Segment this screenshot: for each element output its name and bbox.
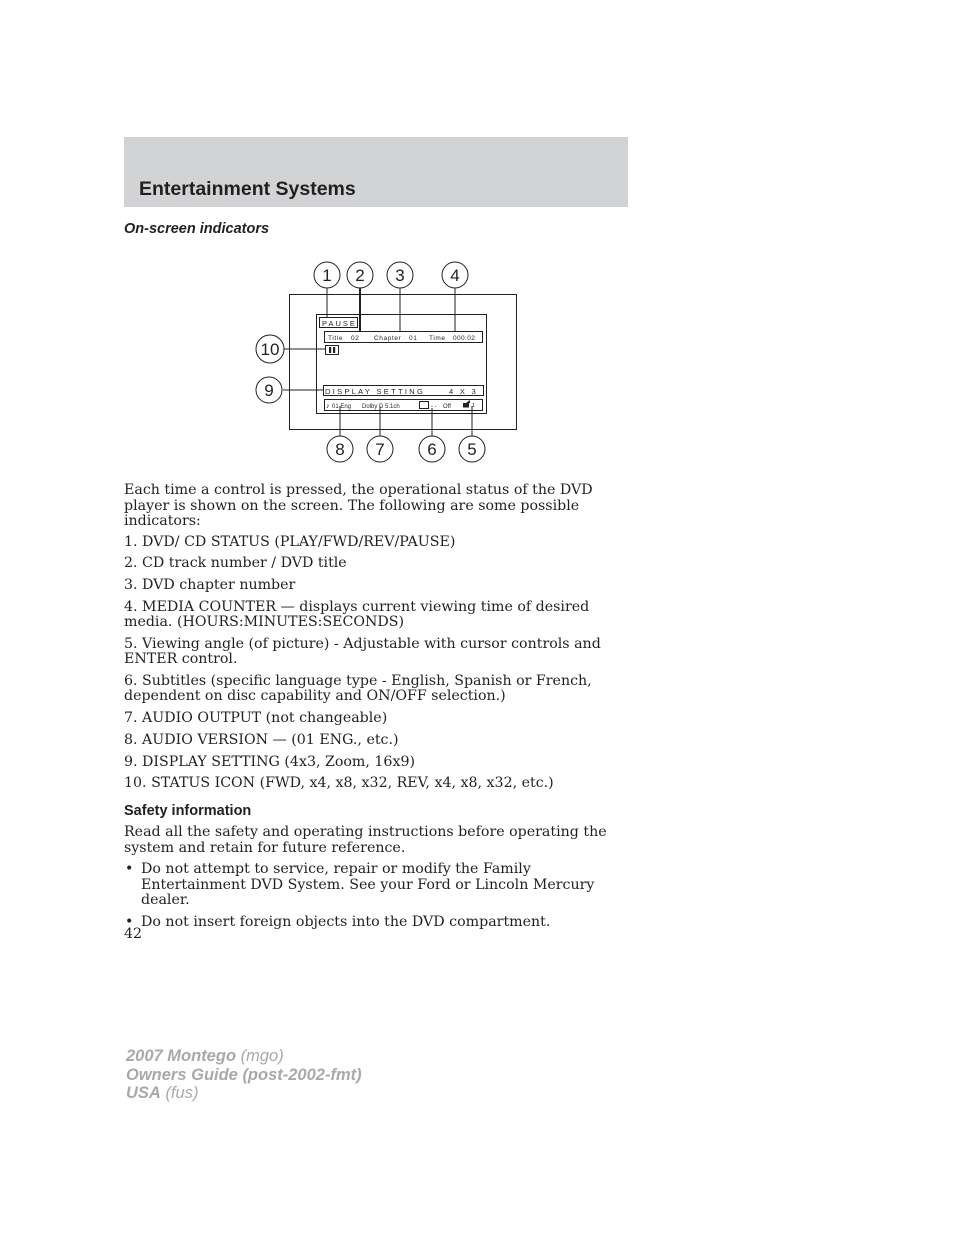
footer-line-2 <box>126 1066 362 1085</box>
indicator-item-8: 8. AUDIO VERSION — (01 ENG., etc.) <box>124 731 399 748</box>
callout-number-6: 6 <box>427 440 437 459</box>
bullet-symbol: • <box>125 861 134 878</box>
screen-display-value: 4 X 3 <box>449 387 479 396</box>
footer-guide: Owners Guide (post-2002-fmt) <box>126 1065 362 1084</box>
status-icon-box <box>326 346 339 355</box>
body-text <box>124 483 629 936</box>
screen-angle-value: 1 <box>472 403 476 409</box>
callout-number-7: 7 <box>375 440 385 459</box>
page-title: Entertainment Systems <box>139 178 356 200</box>
onscreen-indicators-diagram <box>252 258 522 470</box>
pause-icon-bar <box>333 347 335 353</box>
footer-model-code: (mgo) <box>240 1047 284 1065</box>
screen-chapter-label: Chapter <box>374 335 402 342</box>
indicator-item-10: 10. STATUS ICON (FWD, x4, x8, x32, REV, x4, x8, x32, etc.) <box>124 775 554 792</box>
screen-title-value: 02 <box>351 335 360 342</box>
screen-subtitle-value: - - <box>431 404 437 410</box>
pause-icon <box>329 347 331 353</box>
callout-number-9: 9 <box>264 381 274 400</box>
callout-number-2: 2 <box>355 266 365 285</box>
callout-number-8: 8 <box>335 440 345 459</box>
screen-display-setting-text: DISPLAY SETTING <box>325 387 426 396</box>
safety-bullet-1 <box>124 862 629 909</box>
camera-angle-icon-lens <box>466 400 470 403</box>
display-inner-screen <box>317 315 487 414</box>
indicator-item-7: 7. AUDIO OUTPUT (not changeable) <box>124 710 388 727</box>
screen-title-label: Title <box>328 335 344 342</box>
safety-heading: Safety information <box>124 802 252 819</box>
indicator-item-5: 5. Viewing angle (of picture) - Adjustable with cursor controls and ENTER control. <box>124 635 601 668</box>
footer-market-code: (fus) <box>165 1084 199 1102</box>
screen-time-label: Time <box>429 335 446 342</box>
callout-number-3: 3 <box>395 266 405 285</box>
footer-line-1 <box>126 1047 362 1066</box>
safety-bullet-text: Do not attempt to service, repair or modify the Family Entertainment DVD System. See your Ford or Lincoln Mercury dealer. <box>141 861 595 909</box>
callout-number-4: 4 <box>450 266 460 285</box>
screen-subtitle-state: Off <box>443 404 451 410</box>
footer <box>126 1047 362 1103</box>
indicator-item-2: 2. CD track number / DVD title <box>124 555 347 572</box>
safety-bullet-2 <box>124 915 629 931</box>
footer-model: 2007 Montego <box>126 1047 237 1065</box>
indicator-item-9: 9. DISPLAY SETTING (4x3, Zoom, 16x9) <box>124 753 416 770</box>
safety-intro: Read all the safety and operating instructions before operating the system and retain for future reference. <box>124 824 607 856</box>
screen-audio-output: Dolby D 5.1ch <box>362 404 400 410</box>
callout-number-1: 1 <box>322 266 332 285</box>
footer-market: USA <box>126 1084 161 1102</box>
screen-audio-version: 01 Eng <box>332 404 352 410</box>
indicator-item-6: 6. Subtitles (specific language type - English, Spanish or French, dependent on disc capability and ON/OFF selection.) <box>124 672 592 705</box>
subtitle-icon <box>420 402 429 409</box>
bullet-symbol: • <box>125 913 134 930</box>
page-number: 42 <box>124 926 143 942</box>
screen-chapter-value: 01 <box>409 335 418 342</box>
music-note-icon: ♪ <box>326 401 330 410</box>
safety-bullet-text: Do not insert foreign objects into the DVD compartment. <box>141 913 551 930</box>
callout-number-10: 10 <box>260 340 280 359</box>
indicator-item-4: 4. MEDIA COUNTER — displays current viewing time of desired media. (HOURS:MINUTES:SECONDS) <box>124 598 590 631</box>
callout-number-5: 5 <box>467 440 477 459</box>
screen-time-value: 000:02 <box>453 335 476 342</box>
indicator-item-1: 1. DVD/ CD STATUS (PLAY/FWD/REV/PAUSE) <box>124 533 456 550</box>
section-heading-onscreen-indicators: On-screen indicators <box>124 221 270 237</box>
indicator-item-3: 3. DVD chapter number <box>124 576 296 593</box>
screen-status-text: PAUSE <box>322 319 357 328</box>
intro-paragraph: Each time a control is pressed, the operational status of the DVD player is shown on the screen. The following are some possible indicators: <box>124 482 593 529</box>
footer-line-3 <box>126 1084 362 1103</box>
camera-angle-icon <box>463 403 469 408</box>
